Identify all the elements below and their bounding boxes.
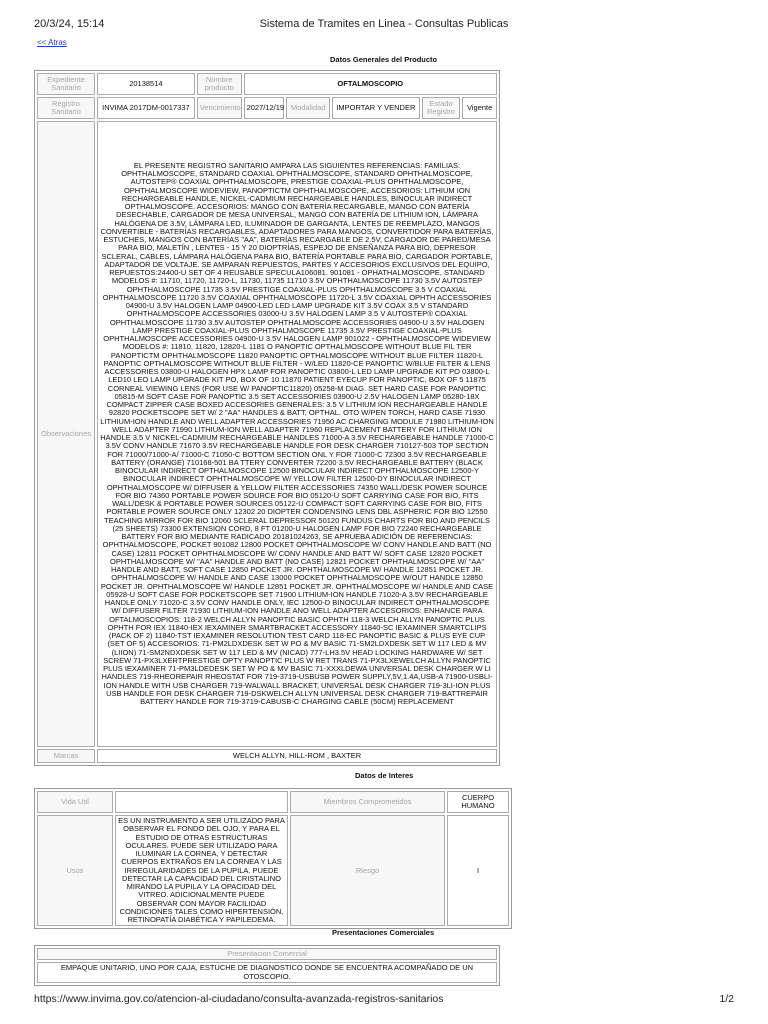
print-page-number: 1/2 [719,993,734,1005]
print-url: https://www.invima.gov.co/atencion-al-ciudadano/consulta-avanzada-registros-sanitarios [34,993,444,1005]
usos-value: ES UN INSTRUMENTO A SER UTILIZADO PARA OBSERVAR EL FONDO DEL OJO, Y PARA EL ESTUDIO DE OTRAS ESTRUCTURAS OCULARES. PUEDE SER UTILIZADO PARA ILUMINAR LA CORNEA, Y DETECTAR CUERPOS EXTRAÑOS EN LA CORNEA Y LAS IRREGULARIDADES DE LA PUPILA. PUEDE DETECTAR LA CAPACIDAD DEL CRISTALINO MIRANDO LA PUPILA Y LA OPACIDAD DEL VITREO. ADICIONALMENTE PUEDE OBSERVAR CON MAYOR FACILIDAD CONDICIONES TALES COMO HIPERTENSIÓN, RETINOPATÍA DIABÉTICA Y PAPILEDEMA. [115,815,288,926]
print-title: Sistema de Tramites en Linea - Consultas Publicas [259,18,509,30]
observaciones-label: Observaciones [37,121,95,747]
presentations-section-title: Presentaciones Comerciales [332,928,435,937]
modalidad-label: Modalidad [286,97,330,119]
nombre-value: OFTALMOSCOPIO [244,73,497,95]
usos-label: Usos [37,815,113,926]
general-section-title: Datos Generales del Producto [330,55,438,64]
presentation-value: EMPAQUE UNITARIO, UNO POR CAJA, ESTUCHE DE DIAGNOSTICO DONDE SE ENCUENTRA ACOMPAÑADO DE UN OTOSCOPIO. [37,962,497,983]
miembros-label: Miembros Comprometidos [290,791,445,813]
vida-util-label: Vida Util [37,791,113,813]
vida-util-value [115,791,288,813]
registro-label: Registro Sanitario [37,97,95,119]
marcas-value: WELCH ALLYN, HILL-ROM , BAXTER [97,749,497,763]
print-datetime: 20/3/24, 15:14 [34,18,105,30]
back-link[interactable]: << Atras [37,38,67,47]
miembros-value: CUERPO HUMANO [447,791,509,813]
observaciones-value: EL PRESENTE REGISTRO SANITARIO AMPARA LAS SIGUIENTES REFERENCIAS: FAMILIAS: OPHTHALMOSCOPE, STANDARD COAXIAL OPHTHALMOSCOPE, STANDARD OPHTHALMOSCOPE, AUTOSTEP® COAXIAL OPHTHALMOSCOPE, PRESTIGE COAXIAL-PLUS OPHTHALMOSCOPE, OPHTHALMOSCOPE WIDEVIEW, PANOPTICTM OPHTHALMOSCOPE, ACCESORIOS: LITHIUM ION RECHARGEABLE HANDLE, NICKEL-CADMIUM RECHARGEABLE HANDLES, BINOCULAR INDIRECT OPTHALMOSCOPE. ACCESORIOS: MANGO CON BATERÍA RECARGABLE, MANGO CON BATERÍA DESECHABLE, CARGADOR DE MESA UNIVERSAL, MANGO CON BATERÍA DE LITHIUM ION, LÁMPARA HALÓGENA DE 3.5V, LÁMPARA LED, ILUMINADOR DE GARGANTA, LENTES DE REEMPLAZO, MANGOS CONVERTIBLE - BATERÍAS RECARGABLES, ADAPTADORES PARA MANGOS, CONVERTIDOR PARA BATERÍAS, ESTUCHES, MANGOS CON BATERÍAS "AA", BATERÍAS RECARGABLE DE 2.5V, CARGADOR DE PARED/MESA PARA BIO, MALETÍN , LENTES - 15 Y 20 DIOPTRÍAS, ESPEJO DE ENSEÑANZA PARA BIO, DEPRESOR SCLERAL, CABLES, LÁMPARA HALÓGENA PARA BIO, BATERÍA PORTABLE PARA BIO, CARGADOR PORTABLE, ADAPTADOR DE VOLTAJE. SE AMPARAN REPUESTOS, PARTES Y ACCESORIOS EXCLUSIVOS DEL EQUIPO, REPUESTOS:24400-U SET OF 4 REUSABLE SPECULA106081. 901081 - OPHATHALMOSCOPE, STANDARD MODELOS #: 11710, 11720, 11720-L, 11730, 11735 11710 3.5V OPHTHALMOSCOPE 11730 3.5V AUTOSTEP OPHTHALMOSCOPE 11735 3.5V PRESTIGE COAXIAL-PLUS OPHTHALMOSCOPE 3.5 V COAXIAL OPHTHALMOSCOPE 11720 3.5V COAXIAL OPHTHALMOSCOPE 11720-L 3.5V COAXIAL OPHTH ACCESSORIES 04900-U 3.5V HALOGEN LAMP 04900-LED LED LAMP UPGRADE KIT 3.5V COAX 3.5 V STANDARD OPHTHALMOSCOPE ACCESSORIES 03000-U 3.5V HALOGEN LAMP 3.5 V AUTOSTEP® COAXIAL OPHTHALMOSCOPE 11730 3.5V AUTOSTEP OPHTHALMOSCOPE ACCESSORIES 04900-U 3.5V HALOGEN LAMP PRESTIGE COAXIAL-PLUS OPHTHALMOSCOPE 11735 3.5V PRESTIGE COAXIAL-PLUS OPHTHALMOSCOPE ACCESSORIES 04900-U 3.5V HALOGEN LAMP 901022 - OPHTHALMOSCOPE WIDEVIEW MODELOS #: 11810, 11820, 12820-L 1181 O PANOPTIC OPTHALMOSCOPE WITHOUT BLUE FIL TER PANOPTICTM OPHTHALMOSCOPE 11820 PANOPTIC OPTHALMOSCOPE WITHOUT BLUE FILTER 11820-L PANOPTIC OPTHALMOSCOPE WITHOUT BLUE FILTER - W/LED 11820-CE PANOPTIC W/BLUE FILTER & LENS ACCESSORIES 03800-U HALOGEN HPX LAMP FOR PANOPTIC 03800-L LED LAMP UPGRADE KIT PO 03800-L LED10 LEO LAMP UPGRADE KIT PO, BOX OF 10 11870 PATIENT EYECUP FOR PANOPTIC, BOX OF 5 11875 CORNEAL VIEWING LENS (FOR USE W/ PANOPTIC11820) 05258-M DIAG. SET HARD CASE FOR PANOPTIC 05815-M SOFT CASE FOR PANOPTIC 3.5 SET ACCESSORIES 03900-U 2.5V HALOGEN LAMP 05280-18X COMPACT ZIPPER CASE BOXED ACCESORIES GENERALES: 3.5 V LITHIUM ION RECHARGEABLE HANDLE 92820 POCKETSCOPE SET W/ 2 "AA" HANDLES & BATT, OPTHAL. OTO W/PEN TORCH, HARD CASE 71930 LITHIUM-ION HANDLE AND WELL ADAPTER ACCESSORIES 71950 AC CHARGING MODULE 71980 LITHIUM-ION WELL ADAPTER 71990 LITHIUM-ION WELL ADAPTER 71960 REPLACEMENT BATTERY FOR LITHIUM ION HANDLE 3.5 V NICKEL-CADMIUM RECHARGEABLE HANDLES 71000-A 3.5V RECHARGEABLE HANDLE 71000-C 3.5V CONV HANDLE 71670 3.5V RECHARGEABLE HANDLE FOR DESK CHARGER 710127-503 TOP SECTION FOR 71000/71000-A/ 71000-C 71050-C BOTTOM SECTION ONL Y FOR 71000-C 72300 3.5V RECHARGEABLE BATTERY (ORANGE) 710168-501 BA TTERY CONVERTER 72200 3.5V RECHARGEABLE BATTERY (BLACK BINOCULAR INDIRECT OPTHALMOSCOPE 12500 BINOCULAR INDIRECT OPHTHALMOSCOPE 12500-Y BINOCULAR INDIRECT OPHTHALMOSCOPE W/ YELLOW FILTER 12500-DY BINOCULAR INDIRECT OPHTHALMOSCOPE W/ DIFFUSER & YELLOW FILTER ACCESSORIES 74350 WALL/DESK POWER SOURCE FOR BIO 74360 PORTABLE POWER SOURCE FOR BIO 05120-U SOFT CARRYING CASE FOR BIO, FITS WALL/DESK & PORTABLE POWER SOURCES 05122-U COMPACT SOFT CARRYING CASE FOR BIO, FITS PORTABLE POWER SOURCE ONLY 12302 20 DIOPTER CONDENSING LENS DBL ASPHERIC FOR BIO 12550 TEACHING MIRROR FOR BIO 12060 SCLERAL DEPRESSOR 50120 FUNDUS CHARTS FOR BIO AND PENCILS (25 SHEETS) 73300 EXTENSION CORD, 8 FT 01200-U HALOGEN LAMP FOR BIO 72240 RECHARGEABLE BATTERY FOR BIO MEDIANTE RADICADO 20181024263, SE APRUEBA ADICIÓN DE REFERENCIAS: OPHTHALMOSCOPE, POCKET 901082 12800 POCKET OPHTHALMOSCOPE W/ CONV HANDLE AND BATT (NO CASE) 12811 POCKET OPHTHALMOSCOPE W/ CONV HANDLE AND BATT W/ SOFT CASE 12820 POCKET OPHTHALMOSCOPE W/ "AA" HANDLE AND BATT (NO CASE) 12821 POCKET OPHTHALMOSCOPE W/ "AA" HANDLE AND BATT, SOFT CASE 12850 POCKET JR. OPHTHALMOSCOPE W/ HANDLE 12851 POCKET JR. OPHTHALMOSCOPE W/ HANDLE AND CASE 13000 POCKET OPHTHALMOSCOPE W/OUT HANDLE 12850 POCKET JR. OPHTHALMOSCOPE W/ HANDLE 12851 POCKET JR. OPHTHALMOSCOPE W/ HANDLE AND CASE 05928-U SOFT CASE FOR POCKETSCOPE SET 71900 LITHIUM-ION HANDLE 71020-A 3.5V RECHARGEABLE HANDLE ONLY 71020-C 3.5V CONV HANDLE ONLY, IEC 12500-D BINOCULAR INDIRECT OPHTHALMOSCOPE W/ DIFFUSER FILTER 71930 LITHIUM-ION HANDLE ANO WELL ADAPTER ACCESORIOS: ENHANCE PARA OFTALMOSCOPIOS: 118-2 WELCH ALLYN PANOPTIC BASIC OPHTH 118-3 WELCH ALLYN PANOPTIC PLUS OPHTH FOR IEX 11840-IEX IEXAMINER SMARTBRACKET ACCESSORY 11840-SC IEXAMINER SMARTCLIPS (PACK OF 2) 11840-TST IEXAMINER RESOLUTION TEST CARD 118-EC PANOPTIC BASIC & PLUS EYE CUP (SET OF 5) ACCESORIOS: 71-PM2LDXDESK SET W PO & MV BASIC 71-SM2LDXDESK SET W 117 LED & MV (LIION) 71-SM2NDXDESK SET W 117 LED & MV (NICAD) 777-LH3.5V HEAD LOCKING HARDWARE W/ SET SCREW 71-PX3LXERTPRESTIGE OPTY PANOPTIC PLUS W RET TRANS 71-PX3LXEWELCH ALLYN PANOPTIC PLUS IEXAMINER 71-PM3LDEDESK SET W PO & MV BASIC 71-XXXLDEWA UNIVERSAL DESK CHARGER W LI HANDLES 719-RHEOREPAIR RHEOSTAT FOR 719-3719-USBUSB POWER SUPPLY,5V,1.4A,USB-A 71900-USBLI-ION HANDLE WITH USB CHARGER 719-WALWALL BRACKET, UNIVERSAL DESK CHARGER 719-3LI-ION PLUS USB HANDLE FOR DESK CHARGER 719-DSKWELCH ALLYN UNIVERSAL DESK CHARGER 719-BATTREPAIR BATTERY HANDLE FOR 719-3719-CABUSB-C CHARGING CABLE (50CM) REPLACEMENT [97,121,497,747]
riesgo-label: Riesgo [290,815,445,926]
expediente-label: Expediente Sanitario [37,73,95,95]
riesgo-value: I [447,815,509,926]
vencimiento-label: Vencimiento [197,97,242,119]
presentations-table [34,945,500,986]
interest-data-table [34,788,512,929]
expediente-value: 20138514 [97,73,195,95]
presentation-header: Presentacion Comercial [37,948,497,960]
general-data-table [34,70,500,766]
estado-label: Estado Registro [422,97,461,119]
estado-value: Vigente [462,97,497,119]
modalidad-value: IMPORTAR Y VENDER [332,97,420,119]
registro-value: INVIMA 2017DM-0017337 [97,97,195,119]
interest-section-title: Datos de Interes [355,771,414,780]
marcas-label: Marcas [37,749,95,763]
vencimiento-value: 2027/12/19 [244,97,285,119]
print-header [34,18,734,32]
nombre-label: Nombre producto [197,73,242,95]
